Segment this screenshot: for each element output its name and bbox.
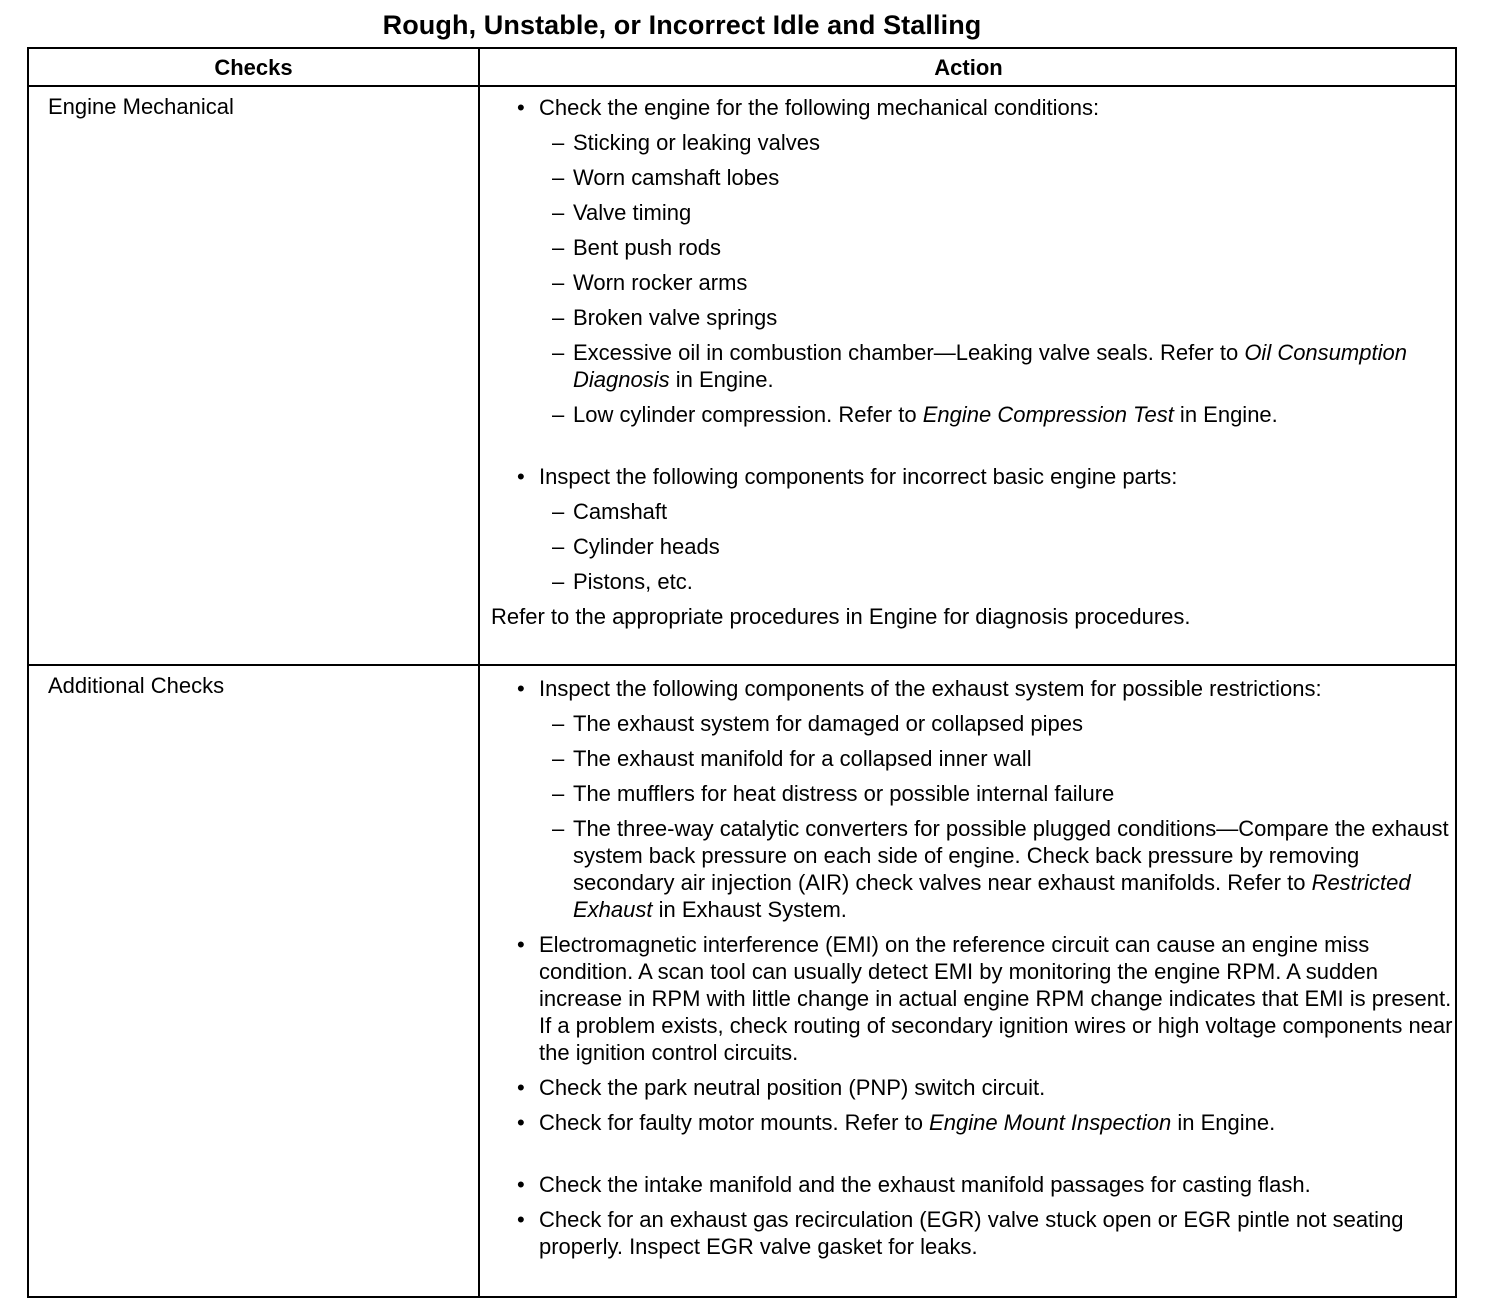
list-subitem: – Low cylinder compression. Refer to Engine Compression Test in Engine.: [491, 401, 1453, 428]
list-subitem: – Broken valve springs: [491, 304, 1453, 331]
page-title: Rough, Unstable, or Incorrect Idle and Stalling: [382, 10, 982, 40]
list-item: • Check the park neutral position (PNP) switch circuit.: [491, 1074, 1453, 1101]
list-subitem: – The mufflers for heat distress or possible internal failure: [491, 780, 1453, 807]
list-item: • Check for an exhaust gas recirculation (EGR) valve stuck open or EGR pintle not seating properly. Inspect EGR valve gasket for leaks.: [491, 1206, 1453, 1260]
list-subitem: – Worn camshaft lobes: [491, 164, 1453, 191]
list-item: • Electromagnetic interference (EMI) on the reference circuit can cause an engine miss condition. A scan tool can usually detect EMI by monitoring the engine RPM. A sudden increase in RPM with little change in actual engine RPM change indicates that EMI is present. If a problem exists, check routing of secondary ignition wires or high voltage components near the ignition control circuits.: [491, 931, 1453, 1066]
list-subitem: – Bent push rods: [491, 234, 1453, 261]
header-divider: [29, 85, 1455, 87]
column-divider: [478, 49, 480, 1296]
reference-link: Engine Mount Inspection: [929, 1110, 1172, 1135]
reference-link: Oil Consumption Diagnosis: [573, 340, 1407, 392]
column-header-action: Action: [934, 55, 1003, 80]
row-divider: [29, 664, 1455, 666]
column-header-checks: Checks: [214, 55, 293, 80]
check-additional-checks: Additional Checks: [48, 673, 225, 698]
list-subitem: – Sticking or leaking valves: [491, 129, 1453, 156]
action-additional-checks: [491, 675, 1453, 1268]
list-item: • Check the engine for the following mechanical conditions:: [491, 94, 1453, 121]
list-subitem: – The exhaust manifold for a collapsed inner wall: [491, 745, 1453, 772]
list-subitem: – Worn rocker arms: [491, 269, 1453, 296]
list-subitem: – Camshaft: [491, 498, 1453, 525]
list-subitem: – The exhaust system for damaged or collapsed pipes: [491, 710, 1453, 737]
action-engine-mechanical: [491, 94, 1453, 630]
list-subitem: – The three-way catalytic converters for possible plugged conditions—Compare the exhaust system back pressure on each side of engine. Check back pressure by removing secondary air injection (AIR) check valves near exhaust manifolds. Refer to Restricted Exhaust in Exhaust System.: [491, 815, 1453, 923]
footer-note: Refer to the appropriate procedures in Engine for diagnosis procedures.: [491, 604, 1191, 629]
list-item: • Check the intake manifold and the exhaust manifold passages for casting flash.: [491, 1171, 1453, 1198]
list-item: • Inspect the following components of the exhaust system for possible restrictions:: [491, 675, 1453, 702]
reference-link: Engine Compression Test: [922, 402, 1174, 427]
reference-link: Restricted Exhaust: [573, 870, 1411, 922]
list-item: • Inspect the following components for incorrect basic engine parts:: [491, 463, 1453, 490]
list-item: • Check for faulty motor mounts. Refer to Engine Mount Inspection in Engine.: [491, 1109, 1453, 1136]
diagnosis-table: [27, 47, 1457, 1298]
list-subitem: – Pistons, etc.: [491, 568, 1453, 595]
check-engine-mechanical: Engine Mechanical: [48, 94, 234, 119]
list-subitem: – Cylinder heads: [491, 533, 1453, 560]
list-subitem: – Valve timing: [491, 199, 1453, 226]
list-subitem: – Excessive oil in combustion chamber—Leaking valve seals. Refer to Oil Consumption Diagnosis in Engine.: [491, 339, 1453, 393]
